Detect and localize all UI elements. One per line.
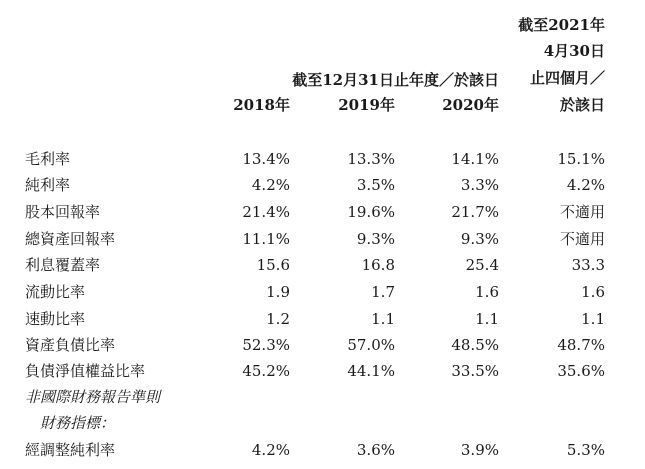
cell-2021: 4.2%: [566, 176, 605, 194]
row-label: 利息覆蓋率: [25, 256, 101, 274]
cell-2019: 44.1%: [347, 362, 395, 380]
year-span-header: 截至12月31日止年度／於該日: [292, 71, 499, 89]
row-label: 資產負債比率: [25, 336, 116, 354]
cell-2021: 33.3: [571, 256, 605, 274]
cell-2018: 13.4%: [242, 150, 290, 168]
row-label: 純利率: [25, 176, 71, 194]
table-row: [0, 279, 645, 305]
row-label: 經調整純利率: [25, 441, 116, 459]
cell-2021: 35.6%: [557, 362, 605, 380]
cell-2020: 9.3%: [460, 230, 499, 248]
cell-2020: 48.5%: [451, 336, 499, 354]
cell-2019: 9.3%: [356, 230, 395, 248]
cell-2021: 1.1: [581, 310, 605, 328]
table-row: [0, 226, 645, 252]
cell-2019: 1.1: [371, 310, 395, 328]
cell-2018: 15.6: [256, 256, 290, 274]
col4-header-line1: 截至2021年: [518, 16, 605, 34]
col4-header-line2: 4月30日: [543, 42, 605, 60]
cell-2018: 4.2%: [251, 441, 290, 459]
cell-2020: 1.1: [475, 310, 499, 328]
cell-2019: 1.7: [371, 283, 395, 301]
cell-2019: 57.0%: [347, 336, 395, 354]
cell-2019: 19.6%: [347, 203, 395, 221]
nonifrs-line1: 非國際財務報告準則: [25, 388, 161, 406]
cell-2018: 1.9: [266, 283, 290, 301]
cell-2021: 1.6: [581, 283, 605, 301]
row-label: 負債淨值權益比率: [25, 362, 146, 380]
cell-2020: 33.5%: [451, 362, 499, 380]
cell-2021: 48.7%: [557, 336, 605, 354]
cell-2019: 3.6%: [356, 441, 395, 459]
cell-2021: 15.1%: [557, 150, 605, 168]
cell-2021: 5.3%: [566, 441, 605, 459]
cell-2019: 3.5%: [356, 176, 395, 194]
year-header-2020: 2020年: [442, 96, 499, 114]
cell-2019: 16.8: [361, 256, 395, 274]
table-row: [0, 332, 645, 358]
cell-2018: 1.2: [266, 310, 290, 328]
row-label: 毛利率: [25, 150, 71, 168]
cell-2018: 11.1%: [242, 230, 290, 248]
cell-2020: 14.1%: [451, 150, 499, 168]
cell-2020: 3.9%: [460, 441, 499, 459]
table-row: [0, 199, 645, 225]
cell-2020: 3.3%: [460, 176, 499, 194]
row-label: 流動比率: [25, 283, 86, 301]
table-row: [0, 437, 645, 463]
nonifrs-subheading: [0, 410, 645, 436]
cell-2020: 25.4: [465, 256, 499, 274]
row-label: 總資產回報率: [25, 230, 116, 248]
table-row: [0, 358, 645, 384]
row-label: 速動比率: [25, 310, 86, 328]
table-row: [0, 172, 645, 198]
cell-2021: 不適用: [559, 230, 605, 248]
cell-2018: 52.3%: [242, 336, 290, 354]
table-row: [0, 146, 645, 172]
cell-2018: 45.2%: [242, 362, 290, 380]
nonifrs-line2: 財務指標：: [40, 414, 116, 432]
cell-2018: 21.4%: [242, 203, 290, 221]
row-label: 股本回報率: [25, 203, 101, 221]
year-header-2019: 2019年: [338, 96, 395, 114]
cell-2019: 13.3%: [347, 150, 395, 168]
cell-2020: 21.7%: [451, 203, 499, 221]
nonifrs-heading: [0, 384, 645, 410]
table-row: [0, 306, 645, 332]
col4-header-line4: 於該日: [559, 96, 605, 114]
col4-header-line3: 止四個月／: [529, 69, 605, 87]
cell-2021: 不適用: [559, 203, 605, 221]
table-row: [0, 252, 645, 278]
cell-2018: 4.2%: [251, 176, 290, 194]
year-header-2018: 2018年: [233, 96, 290, 114]
cell-2020: 1.6: [475, 283, 499, 301]
